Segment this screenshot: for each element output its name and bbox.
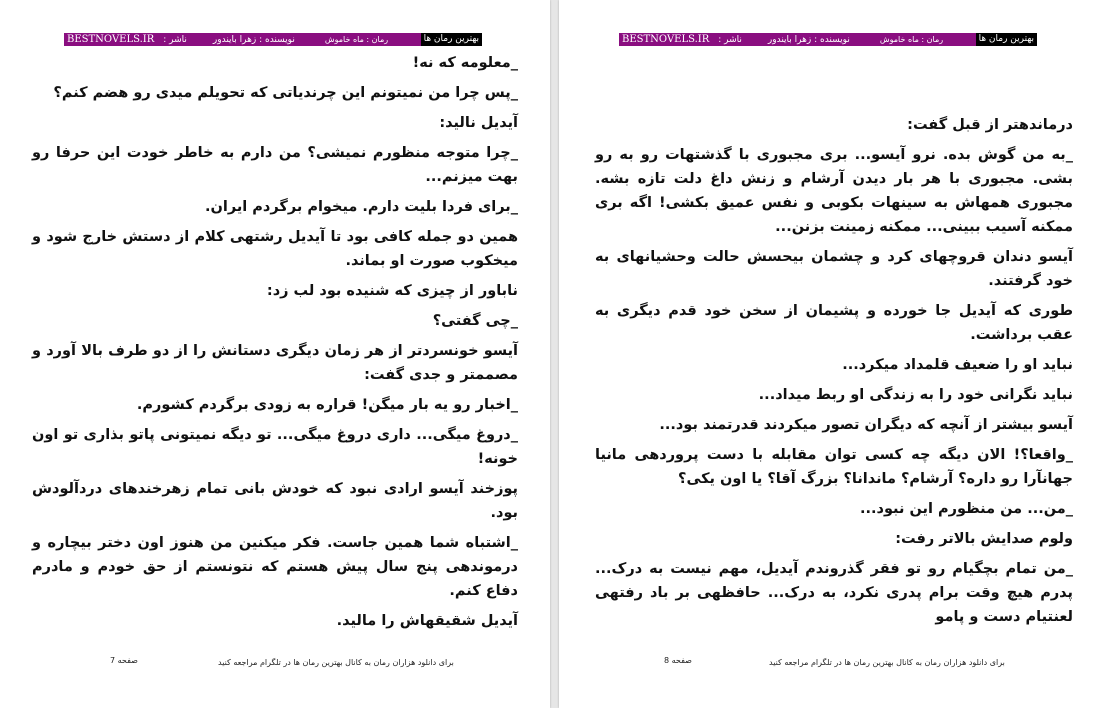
header-brand: بهترین رمان ها	[421, 33, 482, 46]
paragraph: آیدیل نالید:	[439, 115, 518, 131]
page-header	[619, 33, 1037, 46]
paragraph: _به من گوش بده. نرو آیسو... بری مجبوری با گذشتهات رو به رو بشی. مجبوری با هر بار دیدن آرشام و زنش داغ دلت تازه بشه. مجبوری همهاش به سینهات بکوبی و نفس عمیق بکشی! اگه بری ممکنه آسیب ببینی... ممکنه زمینت بزنن...	[595, 147, 1073, 235]
paragraph: آیدیل شقیقهاش را مالید.	[336, 613, 518, 629]
page-header	[64, 33, 482, 46]
paragraph: _دروغ میگی... داری دروغ میگی... تو دیگه نمیتونی پاتو بذاری تو اون خونه!	[32, 427, 518, 467]
paragraph: ناباور از چیزی که شنیده بود لب زد:	[266, 283, 518, 299]
header-publisher-label: ناشر :	[718, 34, 742, 45]
footer-promo: برای دانلود هزاران رمان به کانال بهترین رمان ها در تلگرام مراجعه کنید	[218, 658, 454, 667]
header-novel: رمان : ماه خاموش	[879, 35, 944, 44]
paragraph: _برای فردا بلیت دارم. میخوام برگردم ایران.	[204, 199, 518, 215]
paragraph: آیسو دندان قروچهای کرد و چشمان بیحسش حالت وحشیانهای به خود گرفتند.	[595, 249, 1073, 289]
paragraph: درماندهتر از قبل گفت:	[907, 117, 1073, 133]
page-number: صفحه 7	[110, 656, 138, 665]
paragraph: طوری که آیدیل جا خورده و پشیمان از سخن خود قدم دیگری به عقب برداشت.	[595, 303, 1073, 343]
paragraph: _چی گفتی؟	[432, 313, 518, 329]
paragraph: آیسو بیشتر از آنچه که دیگران تصور میکردند قدرتمند بود...	[659, 417, 1073, 433]
paragraph: آیسو خونسردتر از هر زمان دیگری دستانش را از دو طرف بالا آورد و مصممتر و جدی گفت:	[32, 343, 518, 383]
paragraph: پوزخند آیسو ارادی نبود که خودش بانی تمام زهرخندهای دردآلودش بود.	[32, 481, 518, 521]
page-7	[0, 0, 550, 708]
header-novel: رمان : ماه خاموش	[324, 35, 389, 44]
paragraph: نباید نگرانی خود را به زندگی او ربط میداد...	[758, 387, 1073, 403]
header-brand: بهترین رمان ها	[976, 33, 1037, 46]
paragraph: _اشتباه شما همین جاست. فکر میکنین من هنوز اون دختر بیچاره و درموندهی پنج سال پیش هستم که نتونستم از حق خودم و مادرم دفاع کنم.	[32, 535, 518, 599]
header-site: BESTNOVELS.IR	[67, 34, 155, 45]
page-body	[595, 113, 1073, 635]
page-8	[559, 0, 1107, 708]
header-author: نویسنده : زهرا بایندور	[767, 34, 850, 45]
header-author: نویسنده : زهرا بایندور	[212, 34, 295, 45]
paragraph: _من تمام بچگیام رو تو فقر گذروندم آیدیل، مهم نیست به درک... پدرم هیچ وقت برام پدری نکرد، به درک... حافظهی بر باد رفتهی لعنتیام دست و پامو	[595, 561, 1073, 625]
paragraph: _پس چرا من نمیتونم این چرندیاتی که تحویلم میدی رو هضم کنم؟	[53, 85, 518, 101]
paragraph: _من... من منظورم این نبود...	[860, 501, 1073, 517]
paragraph: _معلومه که نه!	[412, 55, 518, 71]
paragraph: _اخبار رو یه بار میگن! قراره به زودی برگردم کشورم.	[136, 397, 518, 413]
page-number: صفحه 8	[664, 656, 692, 665]
paragraph: _واقعا؟! الان دیگه چه کسی توان مقابله با دست پروردهی مانیا جهانآرا رو داره؟ آرشام؟ ماندانا؟ بزرگ آقا؟ یا اون یکی؟	[595, 447, 1073, 487]
header-publisher-label: ناشر :	[163, 34, 187, 45]
page-body	[32, 51, 518, 639]
paragraph: همین دو جمله کافی بود تا آیدیل رشتهی کلام از دستش خارج شود و میخکوب صورت او بماند.	[32, 229, 518, 269]
paragraph: نباید او را ضعیف قلمداد میکرد...	[842, 357, 1073, 373]
paragraph: ولوم صدایش بالاتر رفت:	[895, 531, 1073, 547]
footer-promo: برای دانلود هزاران رمان به کانال بهترین رمان ها در تلگرام مراجعه کنید	[769, 658, 1005, 667]
header-site: BESTNOVELS.IR	[622, 34, 710, 45]
paragraph: _چرا متوجه منظورم نمیشی؟ من دارم به خاطر خودت این حرفا رو بهت میزنم...	[32, 145, 518, 185]
